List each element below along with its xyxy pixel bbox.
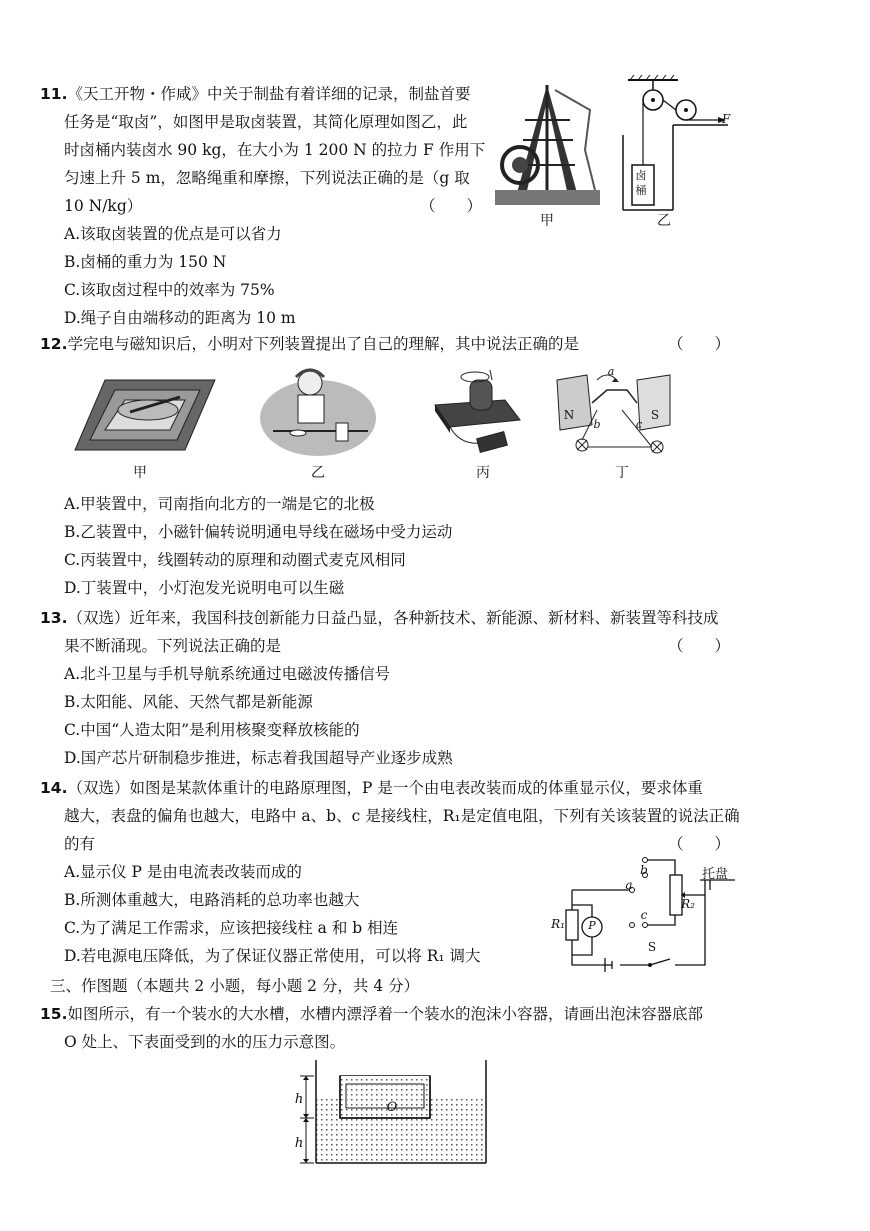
q11-figure-jia: [495, 80, 600, 205]
q11-caption-jia: 甲: [540, 213, 554, 229]
q14-number: 14.: [40, 779, 68, 797]
q15-line-1: 15.如图所示，有一个装水的大水槽，水槽内漂浮着一个装水的泡沫小容器，请画出泡沫容器底部: [40, 1005, 703, 1023]
q13-number: 13.: [40, 609, 68, 627]
q12-label-c: c: [635, 418, 643, 431]
q12-caption-ding: 丁: [615, 465, 629, 481]
q11-force-label: F: [721, 112, 731, 126]
q12-figure-sinan: [70, 375, 220, 455]
q14-c-label: c: [640, 908, 648, 922]
q11-line-2: 任务是“取卤”，如图甲是取卤装置，其简化原理如图乙，此: [64, 113, 468, 131]
q11-bucket-label-2: 桶: [635, 184, 647, 197]
q14-answer-bracket: （ ）: [668, 835, 731, 853]
q11-option-a: A.该取卤装置的优点是可以省力: [64, 225, 282, 243]
q11-answer-bracket: （ ）: [420, 197, 483, 215]
q13-line-1: 13.（双选）近年来，我国科技创新能力日益凸显，各种新技术、新能源、新材料、新装置等科技成: [40, 609, 719, 627]
q11-bucket-label-1: 卤: [635, 169, 647, 182]
section-3-heading: 三、作图题（本题共 2 小题，每小题 2 分，共 4 分）: [50, 977, 420, 995]
q12-option-c: C.丙装置中，线圈转动的原理和动圈式麦克风相同: [64, 551, 406, 569]
q13-option-a: A.北斗卫星与手机导航系统通过电磁波传播信号: [64, 665, 391, 683]
q12-figure-motor: [430, 365, 525, 460]
q14-b-label: b: [640, 863, 648, 877]
q15-o-label: O: [386, 1100, 398, 1115]
q11-caption-yi: 乙: [657, 213, 671, 229]
q12-magnet-n: N: [563, 408, 575, 422]
q14-option-c: C.为了满足工作需求，应该把接线柱 a 和 b 相连: [64, 919, 399, 937]
q12-label-a: a: [607, 365, 615, 378]
q12-label-b: b: [593, 418, 601, 431]
q12-option-b: B.乙装置中，小磁针偏转说明通电导线在磁场中受力运动: [64, 523, 453, 541]
q11-line-3: 时卤桶内装卤水 90 kg，在大小为 1 200 N 的拉力 F 作用下: [64, 141, 486, 159]
q11-line-5: 10 N/kg）: [64, 197, 143, 215]
q12-number: 12.: [40, 335, 68, 353]
q11-option-d: D.绳子自由端移动的距离为 10 m: [64, 309, 296, 327]
q13-option-d: D.国产芯片研制稳步推进，标志着我国超导产业逐步成熟: [64, 749, 453, 767]
q11-number: 11.: [40, 85, 68, 103]
q12-option-d: D.丁装置中，小灯泡发光说明电可以生磁: [64, 579, 345, 597]
q12-caption-jia: 甲: [133, 465, 147, 481]
q14-line-1: 14.（双选）如图是某款体重计的电路原理图，P 是一个由电表改装而成的体重显示仪，要求体重: [40, 779, 703, 797]
q15-h-label-lower: h: [294, 1136, 304, 1151]
q11-line-1: 11.《天工开物・作咸》中关于制盐有着详细的记录，制盐首要: [40, 85, 471, 103]
q13-option-b: B.太阳能、风能、天然气都是新能源: [64, 693, 313, 711]
q13-answer-bracket: （ ）: [668, 637, 731, 655]
q14-p-label: P: [588, 919, 596, 932]
q14-option-a: A.显示仪 P 是由电流表改装而成的: [64, 863, 302, 881]
q14-option-b: B.所测体重越大，电路消耗的总功率也越大: [64, 891, 360, 909]
q14-s-label: S: [647, 940, 657, 954]
q14-tray-label: 托盘: [701, 867, 728, 882]
q12-stem: 12.学完电与磁知识后，小明对下列装置提出了自己的理解，其中说法正确的是: [40, 335, 579, 353]
q14-r2-label: R₂: [681, 897, 695, 911]
q14-line-3: 的有: [64, 835, 96, 853]
q14-a-label: a: [625, 878, 633, 892]
q11-option-c: C.该取卤过程中的效率为 75%: [64, 281, 275, 299]
q12-answer-bracket: （ ）: [668, 335, 731, 353]
q13-option-c: C.中国“人造太阳”是利用核聚变释放核能的: [64, 721, 360, 739]
q14-line-2: 越大，表盘的偏角也越大，电路中 a、b、c 是接线柱，R₁是定值电阻，下列有关该装置的说法正确: [64, 807, 740, 825]
q11-option-b: B.卤桶的重力为 150 N: [64, 253, 227, 271]
q12-figure-oersted: [258, 363, 378, 458]
q12-caption-yi: 乙: [311, 465, 325, 481]
q13-line-2: 果不断涌现。下列说法正确的是: [64, 637, 282, 655]
q12-caption-bing: 丙: [476, 465, 490, 481]
q12-option-a: A.甲装置中，司南指向北方的一端是它的北极: [64, 495, 375, 513]
q14-r1-label: R₁: [551, 917, 565, 931]
q15-number: 15.: [40, 1005, 68, 1023]
q14-option-d: D.若电源电压降低，为了保证仪器正常使用，可以将 R₁ 调大: [64, 947, 481, 965]
q12-magnet-s: S: [650, 408, 660, 422]
q15-line-2: O 处上、下表面受到的水的压力示意图。: [64, 1033, 346, 1051]
q11-line-4: 匀速上升 5 m，忽略绳重和摩擦，下列说法正确的是（g 取: [64, 169, 470, 187]
q15-h-label-upper: h: [294, 1092, 304, 1107]
